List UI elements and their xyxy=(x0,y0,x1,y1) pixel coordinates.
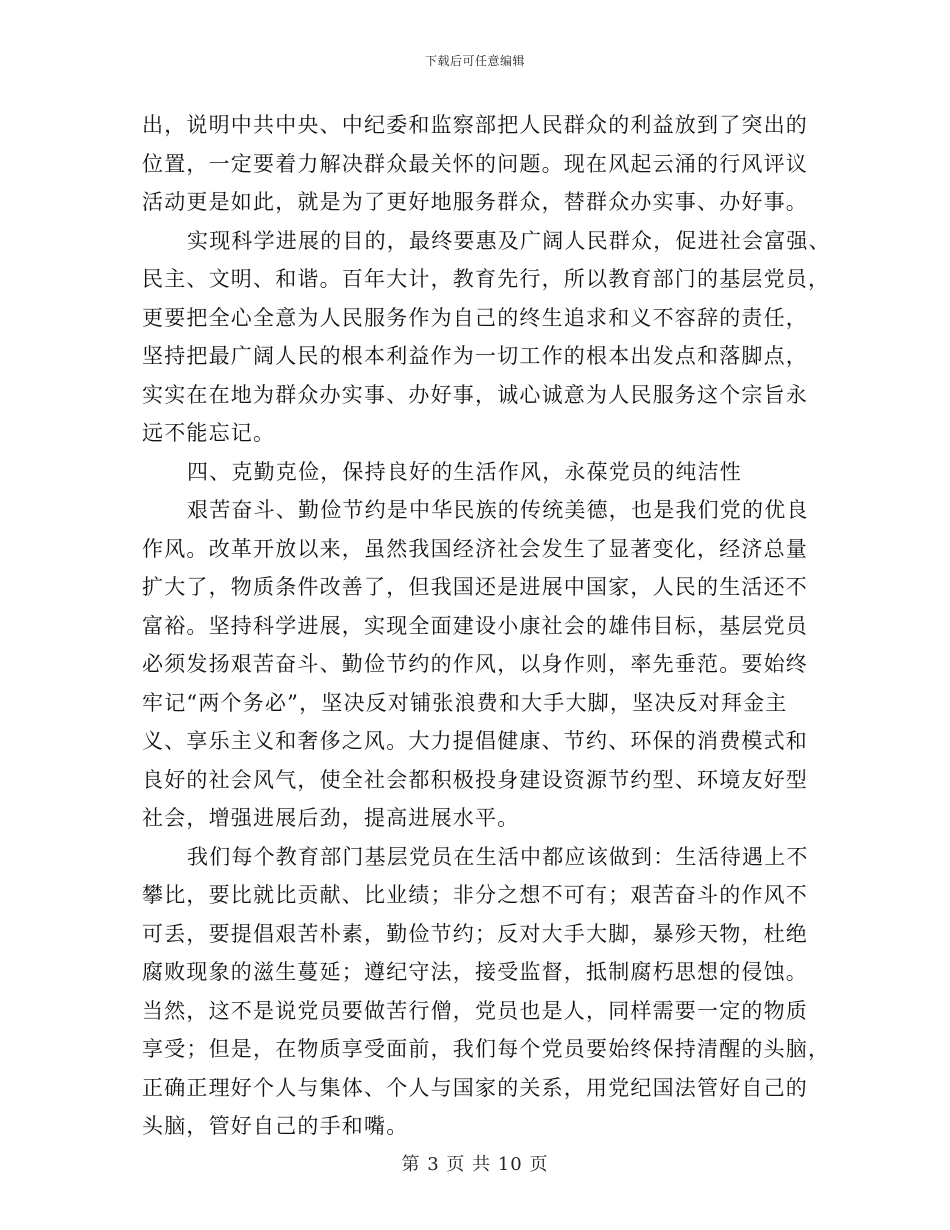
text-line: 远不能忘记。 xyxy=(142,421,276,445)
text-line: 腐败现象的滋生蔓延；遵纪守法，接受监督，抵制腐朽思想的侵蚀。 xyxy=(142,960,808,984)
text-line: 正确正理好个人与集体、个人与国家的关系，用党纪国法管好自己的 xyxy=(142,1075,808,1100)
text-line: 头脑，管好自己的手和嘴。 xyxy=(142,1114,409,1138)
text-line: 当然，这不是说党员要做苦行僧，党员也是人，同样需要一定的物质 xyxy=(142,998,808,1023)
body-text xyxy=(142,106,831,1146)
text-line: 四、克勤克俭，保持良好的生活作风，永葆党员的纯洁性 xyxy=(187,459,742,484)
text-line: 享受；但是，在物质享受面前，我们每个党员要始终保持清醒的头脑， xyxy=(142,1037,831,1061)
text-line: 艰苦奋斗、勤俭节约是中华民族的传统美德，也是我们党的优良 xyxy=(187,498,809,522)
text-line: 富裕。坚持科学进展，实现全面建设小康社会的雄伟目标，基层党员 xyxy=(142,613,808,638)
text-line: 我们每个教育部门基层党员在生活中都应该做到：生活待遇上不 xyxy=(187,844,809,869)
page-header: 下载后可任意编辑 xyxy=(424,54,525,68)
text-line: 民主、文明、和谐。百年大计，教育先行，所以教育部门的基层党员， xyxy=(142,267,831,291)
text-line: 可丢，要提倡艰苦朴素，勤俭节约；反对大手大脚，暴殄天物，杜绝 xyxy=(142,921,808,946)
text-line: 良好的社会风气，使全社会都积极投身建设资源节约型、环境友好型 xyxy=(142,767,808,792)
text-line: 义、享乐主义和奢侈之风。大力提倡健康、节约、环保的消费模式和 xyxy=(142,729,808,753)
text-line: 坚持把最广阔人民的根本利益作为一切工作的根本出发点和落脚点， xyxy=(142,344,808,368)
text-line: 位置，一定要着力解决群众最关怀的问题。现在风起云涌的行风评议 xyxy=(142,151,808,176)
text-line: 出，说明中共中央、中纪委和监察部把人民群众的利益放到了突出的 xyxy=(142,113,808,137)
text-line: 实现科学进展的目的，最终要惠及广阔人民群众，促进社会富强、 xyxy=(187,228,831,253)
text-line: 社会，增强进展后劲，提高进展水平。 xyxy=(142,806,520,830)
page-footer: 第 3 页 共 10 页 xyxy=(401,1154,549,1175)
text-line: 活动更是如此，就是为了更好地服务群众，替群众办实事、办好事。 xyxy=(142,190,808,214)
text-line: 牢记“两个务必”，坚决反对铺张浪费和大手大脚，坚决反对拜金主 xyxy=(142,690,788,715)
text-line: 必须发扬艰苦奋斗、勤俭节约的作风，以身作则，率先垂范。要始终 xyxy=(142,652,808,676)
text-line: 攀比，要比就比贡献、比业绩；非分之想不可有；艰苦奋斗的作风不 xyxy=(142,883,808,907)
text-line: 实实在在地为群众办实事、办好事，诚心诚意为人民服务这个宗旨永 xyxy=(142,382,808,407)
text-line: 更要把全心全意为人民服务作为自己的终生追求和义不容辞的责任， xyxy=(142,305,808,330)
text-line: 扩大了，物质条件改善了，但我国还是进展中国家，人民的生活还不 xyxy=(142,575,808,599)
text-line: 作风。改革开放以来，虽然我国经济社会发生了显著变化，经济总量 xyxy=(142,536,808,561)
